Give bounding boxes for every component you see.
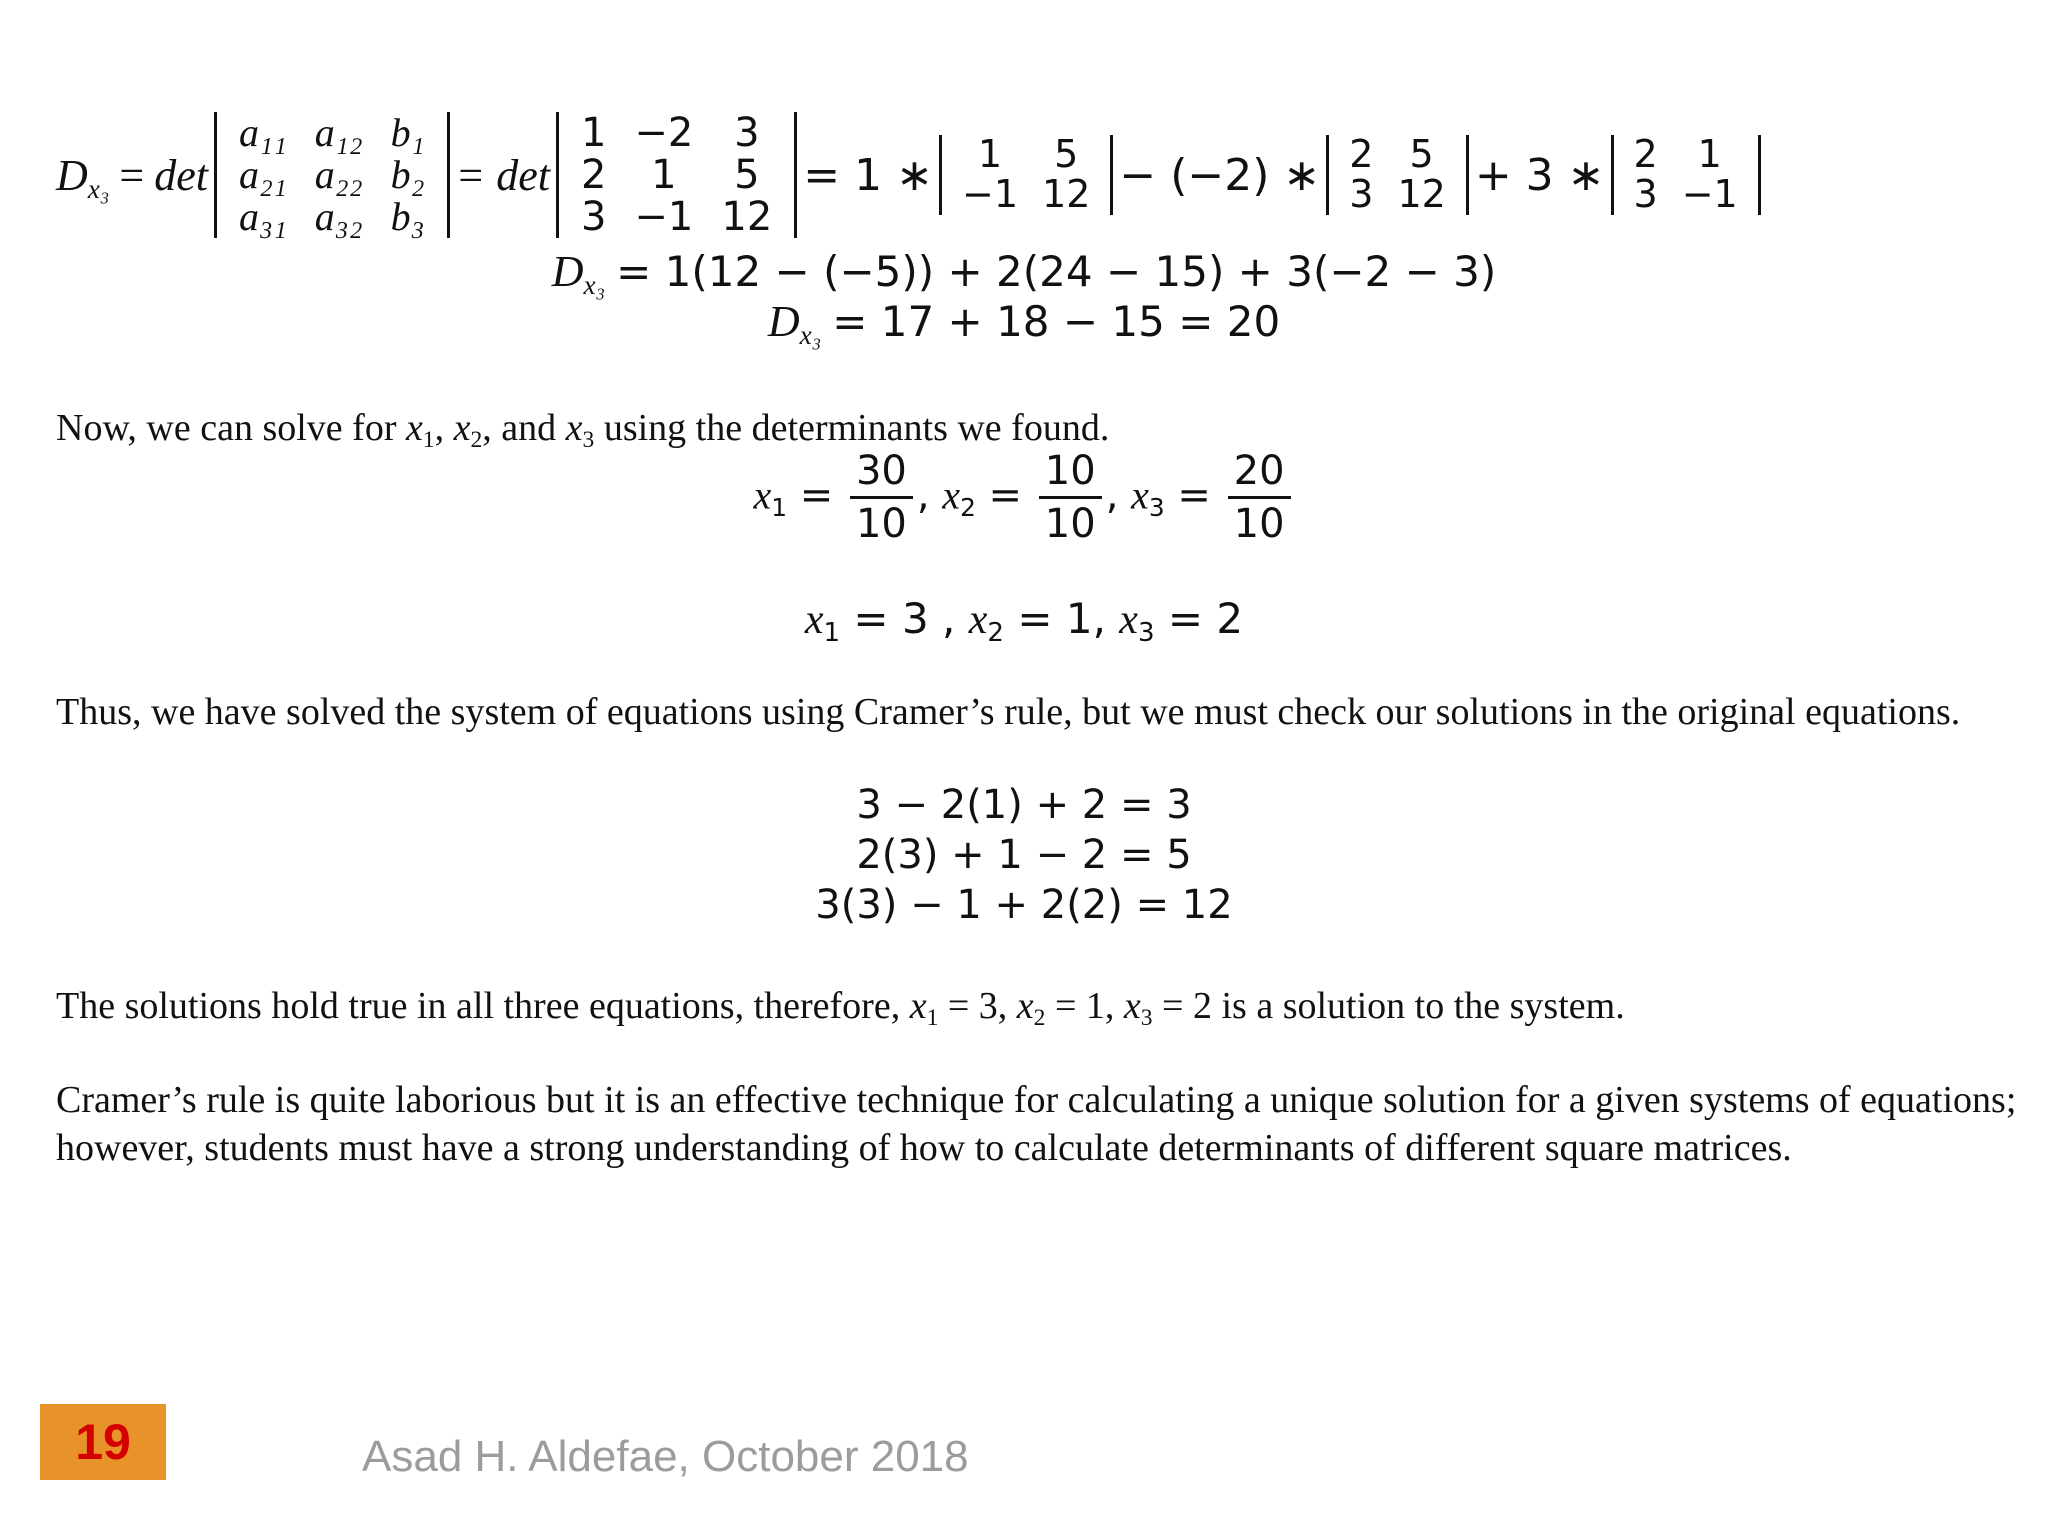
- minor-matrix-1: 1 5 −1 12: [939, 135, 1113, 215]
- minor-matrix-2: 2 5 3 12: [1326, 135, 1469, 215]
- check-equation-3: 3(3) − 1 + 2(2) = 12: [815, 882, 1233, 928]
- paragraph-check: Thus, we have solved the system of equations using Cramer’s rule, but we must check our solutions in the original equations.: [56, 691, 1961, 733]
- symbolic-matrix: a₁₁ a₁₂ b₁ a₂₁ a₂₂ b₂ a₃₁ a₃₂ b₃: [214, 112, 450, 238]
- page-number: 19: [75, 1414, 131, 1470]
- term1-coefficient: = 1 ∗: [803, 149, 933, 201]
- paragraph-conclusion: The solutions hold true in all three equations, therefore, $x_1 = 3$, $x_2 = 1$, $x_3 = 2$ is a solution to the system.: [56, 985, 1625, 1032]
- dx3-result: $D_{x_3} = 17 + 18 - 15 = 20$: [767, 297, 1281, 351]
- page-number-badge: [40, 1404, 166, 1480]
- minor-matrix-3: 2 1 3 −1: [1611, 135, 1761, 215]
- fraction-x1: $\frac{30}{10}$: [850, 448, 913, 547]
- det-word: det: [154, 150, 208, 200]
- term2-coefficient: − (−2) ∗: [1119, 149, 1321, 201]
- numeric-matrix: 1 −2 3 2 1 5 3 −1 12: [556, 112, 797, 238]
- equals-sign: =: [119, 150, 145, 200]
- footer-author-date: Asad H. Aldefae, October 2018: [362, 1432, 969, 1481]
- paragraph-solve-intro: Now, we can solve for $x_1$, $x_2$, and $x_3$ using the determinants we found.: [56, 407, 1110, 454]
- fraction-x2: $\frac{10}{10}$: [1039, 448, 1102, 547]
- check-equation-1: 3 − 2(1) + 2 = 3: [856, 782, 1192, 828]
- paragraph-summary: Cramer’s rule is quite laborious but it is an effective technique for calculating a unique solution for a given systems of equations; however, students must have a strong understanding of how to calculate determinants of different square matrices.: [56, 1079, 2017, 1169]
- determinant-expansion: [56, 100, 1767, 250]
- term3-coefficient: + 3 ∗: [1474, 149, 1605, 201]
- expansion-step: $D_{x_3} = 1(12 - (-5)) + 2(24 - 15) + 3(-2 - 3)$: [551, 247, 1497, 301]
- dx3-label: $D_{x_3}$: [56, 150, 110, 204]
- equals-det: = det: [455, 150, 550, 200]
- fraction-solutions: $x_1$ = $\frac{30}{10}$ , $x_2$ = $\frac{10}{10}$ , $x_3$ = $\frac{20}{10}$: [0, 448, 2048, 547]
- solution-values: $x_1 = 3$ , $x_2 = 1$, $x_3 = 2$: [804, 594, 1244, 648]
- fraction-x3: $\frac{20}{10}$: [1228, 448, 1291, 547]
- check-equation-2: 2(3) + 1 − 2 = 5: [856, 832, 1192, 878]
